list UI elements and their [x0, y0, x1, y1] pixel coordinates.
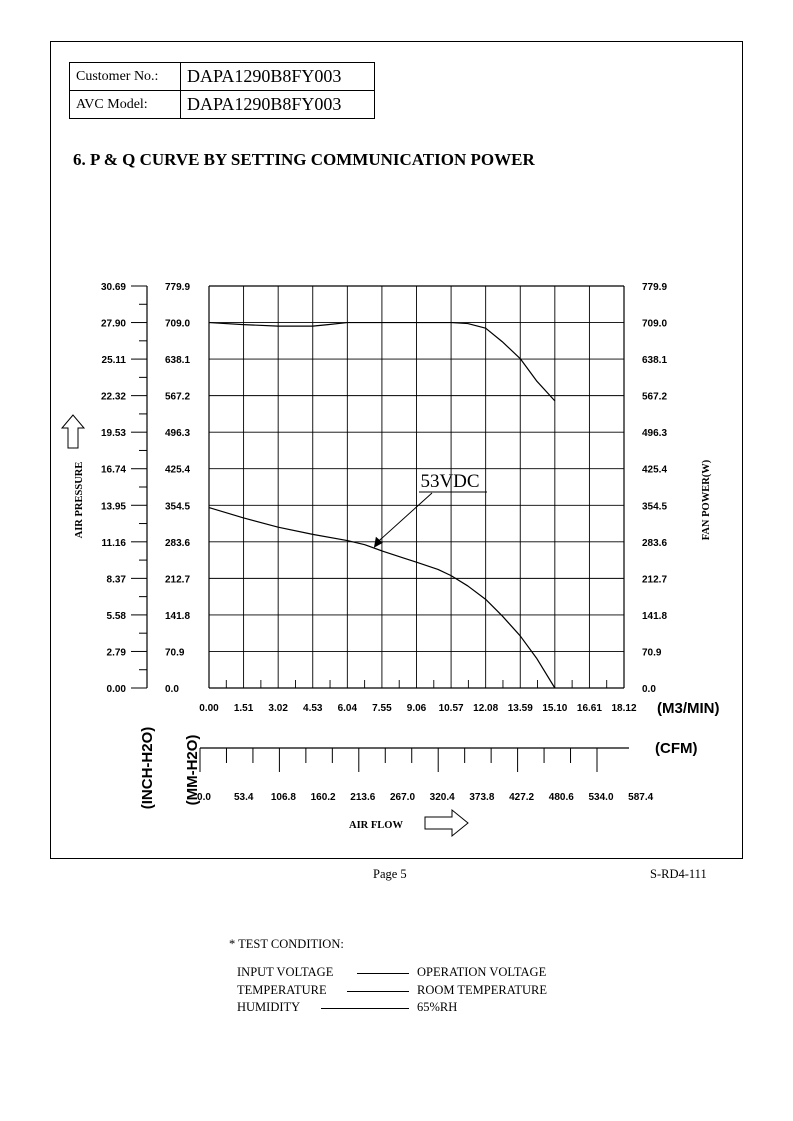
inch-tick-label: 13.95 [100, 501, 126, 513]
test-condition-title: * TEST CONDITION: [229, 937, 344, 951]
leader-line [357, 973, 409, 974]
cfm-tick-label: 320.4 [429, 792, 455, 803]
cfm-unit-label: (CFM) [655, 740, 698, 757]
test-condition-label: HUMIDITY [237, 1000, 301, 1014]
test-condition-value: 65%RH [417, 1000, 458, 1014]
inch-unit-label: (INCH-H2O) [139, 726, 156, 810]
m3-tick-label: 3.02 [268, 703, 288, 714]
customer-label: Customer No.: [70, 63, 181, 91]
model-value: DAPA1290B8FY003 [181, 91, 375, 119]
inch-tick-label: 30.69 [100, 282, 126, 293]
cfm-tick-label: 534.0 [588, 792, 614, 803]
m3-tick-label: 15.10 [542, 703, 568, 714]
test-condition-value: ROOM TEMPERATURE [417, 983, 547, 997]
mm-unit-label: (MM-H2O) [184, 734, 201, 806]
inch-tick-label: 0.00 [106, 684, 126, 695]
cfm-tick-label: 427.2 [509, 792, 535, 803]
mm-tick-label: 638.1 [165, 355, 191, 367]
inch-tick-label: 27.90 [100, 318, 126, 330]
power-tick-label: 709.0 [642, 318, 668, 330]
m3-tick-label: 9.06 [406, 703, 427, 714]
cfm-tick-label: 480.6 [548, 792, 574, 803]
model-label: AVC Model: [70, 91, 181, 119]
m3-tick-label: 6.04 [337, 703, 358, 714]
test-condition-value: OPERATION VOLTAGE [417, 965, 547, 979]
m3-tick-label: 4.53 [303, 703, 323, 714]
test-condition-label: TEMPERATURE [237, 983, 327, 997]
power-tick-label: 567.2 [642, 391, 668, 403]
power-tick-label: 638.1 [642, 355, 668, 367]
inch-tick-label: 5.58 [106, 610, 126, 622]
mm-tick-label: 283.6 [165, 537, 191, 549]
inch-tick-label: 8.37 [106, 574, 126, 586]
chart-labels [74, 282, 720, 831]
y-axis-title-left: AIR PRESSURE [74, 461, 85, 539]
cfm-tick-label: 53.4 [233, 792, 254, 803]
inch-tick-label: 11.16 [101, 537, 126, 549]
cfm-tick-label: 587.4 [628, 792, 654, 803]
mm-tick-label: 496.3 [165, 428, 191, 440]
power-tick-label: 425.4 [642, 464, 668, 476]
customer-value: DAPA1290B8FY003 [181, 63, 375, 91]
x-axis-title: AIR FLOW [349, 820, 403, 831]
m3-unit-label: (M3/MIN) [657, 700, 720, 717]
m3-tick-label: 18.12 [611, 703, 637, 714]
m3-tick-label: 7.55 [372, 703, 392, 714]
section-title: 6. P & Q CURVE BY SETTING COMMUNICATION POWER [73, 150, 535, 169]
power-tick-label: 779.9 [642, 282, 668, 293]
page-number: Page 5 [373, 867, 407, 881]
power-tick-label: 283.6 [642, 537, 668, 549]
cfm-tick-label: 160.2 [310, 792, 336, 803]
inch-tick-label: 25.11 [101, 355, 126, 367]
mm-tick-label: 0.0 [165, 684, 179, 695]
cfm-tick-label: 0.0 [197, 792, 211, 803]
m3-tick-label: 10.57 [438, 703, 464, 714]
mm-tick-label: 212.7 [165, 574, 191, 586]
power-tick-label: 0.0 [642, 684, 656, 695]
mm-tick-label: 709.0 [165, 318, 191, 330]
mm-tick-label: 354.5 [165, 501, 191, 513]
mm-tick-label: 141.8 [165, 610, 191, 622]
mm-tick-label: 70.9 [165, 647, 185, 659]
mm-tick-label: 779.9 [165, 282, 191, 293]
inch-tick-label: 16.74 [100, 464, 126, 476]
leader-line [347, 991, 409, 992]
cfm-tick-label: 213.6 [350, 792, 376, 803]
power-tick-label: 70.9 [642, 647, 662, 659]
cfm-tick-label: 267.0 [389, 792, 416, 803]
mm-tick-label: 425.4 [165, 464, 191, 476]
m3-tick-label: 0.00 [199, 703, 219, 714]
y-axis-title-right: FAN POWER(W) [701, 459, 712, 541]
power-tick-label: 496.3 [642, 428, 668, 440]
power-tick-label: 212.7 [642, 574, 668, 586]
cfm-tick-label: 106.8 [270, 792, 296, 803]
annotation-leader [378, 493, 432, 542]
right-arrow-icon [425, 810, 468, 836]
power-tick-label: 141.8 [642, 610, 668, 622]
chart-grid [209, 286, 624, 688]
voltage-annotation: 53VDC [420, 471, 480, 492]
mm-tick-label: 567.2 [165, 391, 191, 403]
inch-tick-label: 19.53 [100, 428, 126, 440]
m3-tick-label: 13.59 [507, 703, 533, 714]
inch-tick-label: 22.32 [100, 391, 126, 403]
m3-tick-label: 1.51 [233, 703, 254, 714]
cfm-tick-label: 373.8 [469, 792, 495, 803]
leader-line [321, 1008, 409, 1009]
m3-tick-label: 16.61 [576, 703, 602, 714]
inch-tick-label: 2.79 [106, 647, 126, 659]
test-condition-label: INPUT VOLTAGE [237, 965, 334, 979]
document-code: S-RD4-111 [650, 867, 707, 881]
power-tick-label: 354.5 [642, 501, 668, 513]
up-arrow-icon [62, 415, 84, 448]
m3-tick-label: 12.08 [473, 703, 499, 714]
